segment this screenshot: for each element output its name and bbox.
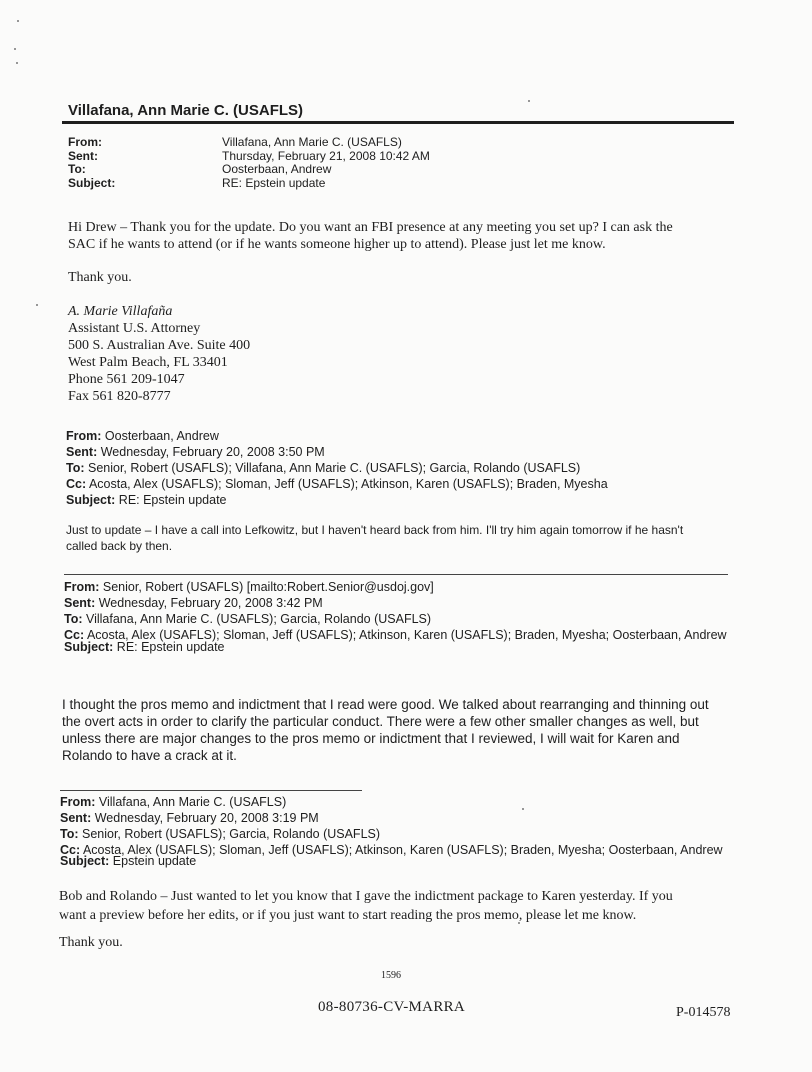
message2-to: To: Senior, Robert (USAFLS); Villafana, Ann Marie C. (USAFLS); Garcia, Rolando (USAFLS) [66,461,581,475]
message3-body-line: the overt acts in order to clarify the particular conduct. There were a few other smaller changes as well, but [62,714,699,729]
message2-from: From: Oosterbaan, Andrew [66,429,219,443]
message1-body-line: Hi Drew – Thank you for the update. Do you want an FBI presence at any meeting you set up? I can ask the [68,220,673,235]
message3-to: To: Villafana, Ann Marie C. (USAFLS); Garcia, Rolando (USAFLS) [64,612,432,626]
scan-speck [522,808,524,810]
meta-from-value: Villafana, Ann Marie C. (USAFLS) [222,135,402,149]
meta-from-label: From: [68,135,102,149]
signature-fax: Fax 561 820-8777 [68,389,171,404]
scan-speck [528,100,530,102]
signature-phone: Phone 561 209-1047 [68,372,185,387]
message4-to: To: Senior, Robert (USAFLS); Garcia, Rolando (USAFLS) [60,827,381,841]
bates-number: P-014578 [676,1005,731,1020]
meta-subject-value: RE: Epstein update [222,175,326,190]
message2-subject: Subject: RE: Epstein update [66,493,227,507]
message4-subject: Subject: Epstein update [60,854,197,868]
message3-from: From: Senior, Robert (USAFLS) [mailto:Robert.Senior@usdoj.gov] [64,580,434,594]
message3-subject: Subject: RE: Epstein update [64,640,225,654]
message2-body-line: Just to update – I have a call into Lefkowitz, but I haven't heard back from him. I'll try him again tomorrow if he hasn't [66,523,684,537]
message2-sent: Sent: Wednesday, February 20, 2008 3:50 PM [66,445,325,459]
message-divider [60,790,362,791]
message4-from: From: Villafana, Ann Marie C. (USAFLS) [60,795,287,809]
message-divider [64,574,728,575]
message3-body-line: unless there are major changes to the pros memo or indictment that I reviewed, I will wait for Karen and [62,731,680,746]
signature-name: A. Marie Villafaña [68,304,173,319]
message3-body-line: Rolando to have a crack at it. [62,748,237,763]
message4-body-line: want a preview before her edits, or if you just want to start reading the pros memo, please let me know. [59,908,637,923]
scan-speck [16,62,18,64]
signature-address2: West Palm Beach, FL 33401 [68,355,228,370]
meta-sent-value: Thursday, February 21, 2008 10:42 AM [222,148,430,163]
meta-to-value: Oosterbaan, Andrew [222,162,332,176]
message2-cc: Cc: Acosta, Alex (USAFLS); Sloman, Jeff (USAFLS); Atkinson, Karen (USAFLS); Braden, Myesha [66,477,608,491]
message3-sent: Sent: Wednesday, February 20, 2008 3:42 PM [64,596,323,610]
message3-cc: Cc: Acosta, Alex (USAFLS); Sloman, Jeff (USAFLS); Atkinson, Karen (USAFLS); Braden, Myesha; Oosterbaan, Andrew [64,628,727,642]
message4-cc: Cc: Acosta, Alex (USAFLS); Sloman, Jeff (USAFLS); Atkinson, Karen (USAFLS); Braden, Myesha; Oosterbaan, Andrew [60,843,723,857]
message3-body-line: I thought the pros memo and indictment that I read were good. We talked about rearranging and thinning out [62,697,709,712]
case-number: 08-80736-CV-MARRA [318,999,466,1015]
header-divider [62,121,734,124]
message4-body-line: Bob and Rolando – Just wanted to let you know that I gave the indictment package to Karen yesterday. If you [59,889,673,904]
signature-address1: 500 S. Australian Ave. Suite 400 [68,338,251,353]
signature-title: Assistant U.S. Attorney [68,321,201,336]
scan-speck [14,48,16,50]
meta-subject-label: Subject: [68,175,116,190]
meta-to-label: To: [68,162,86,176]
meta-sent-label: Sent: [68,148,98,163]
message4-closing: Thank you. [59,935,123,950]
scan-speck [17,20,19,22]
message1-body-line: SAC if he wants to attend (or if he wants someone higher up to attend). Please just let me know. [68,237,606,252]
email-header-name: Villafana, Ann Marie C. (USAFLS) [68,102,304,119]
message2-body-line: called back by then. [66,539,173,553]
page-number: 1596 [381,970,401,981]
message4-sent: Sent: Wednesday, February 20, 2008 3:19 PM [60,811,319,825]
scan-speck [36,304,38,306]
message1-closing: Thank you. [68,270,132,285]
